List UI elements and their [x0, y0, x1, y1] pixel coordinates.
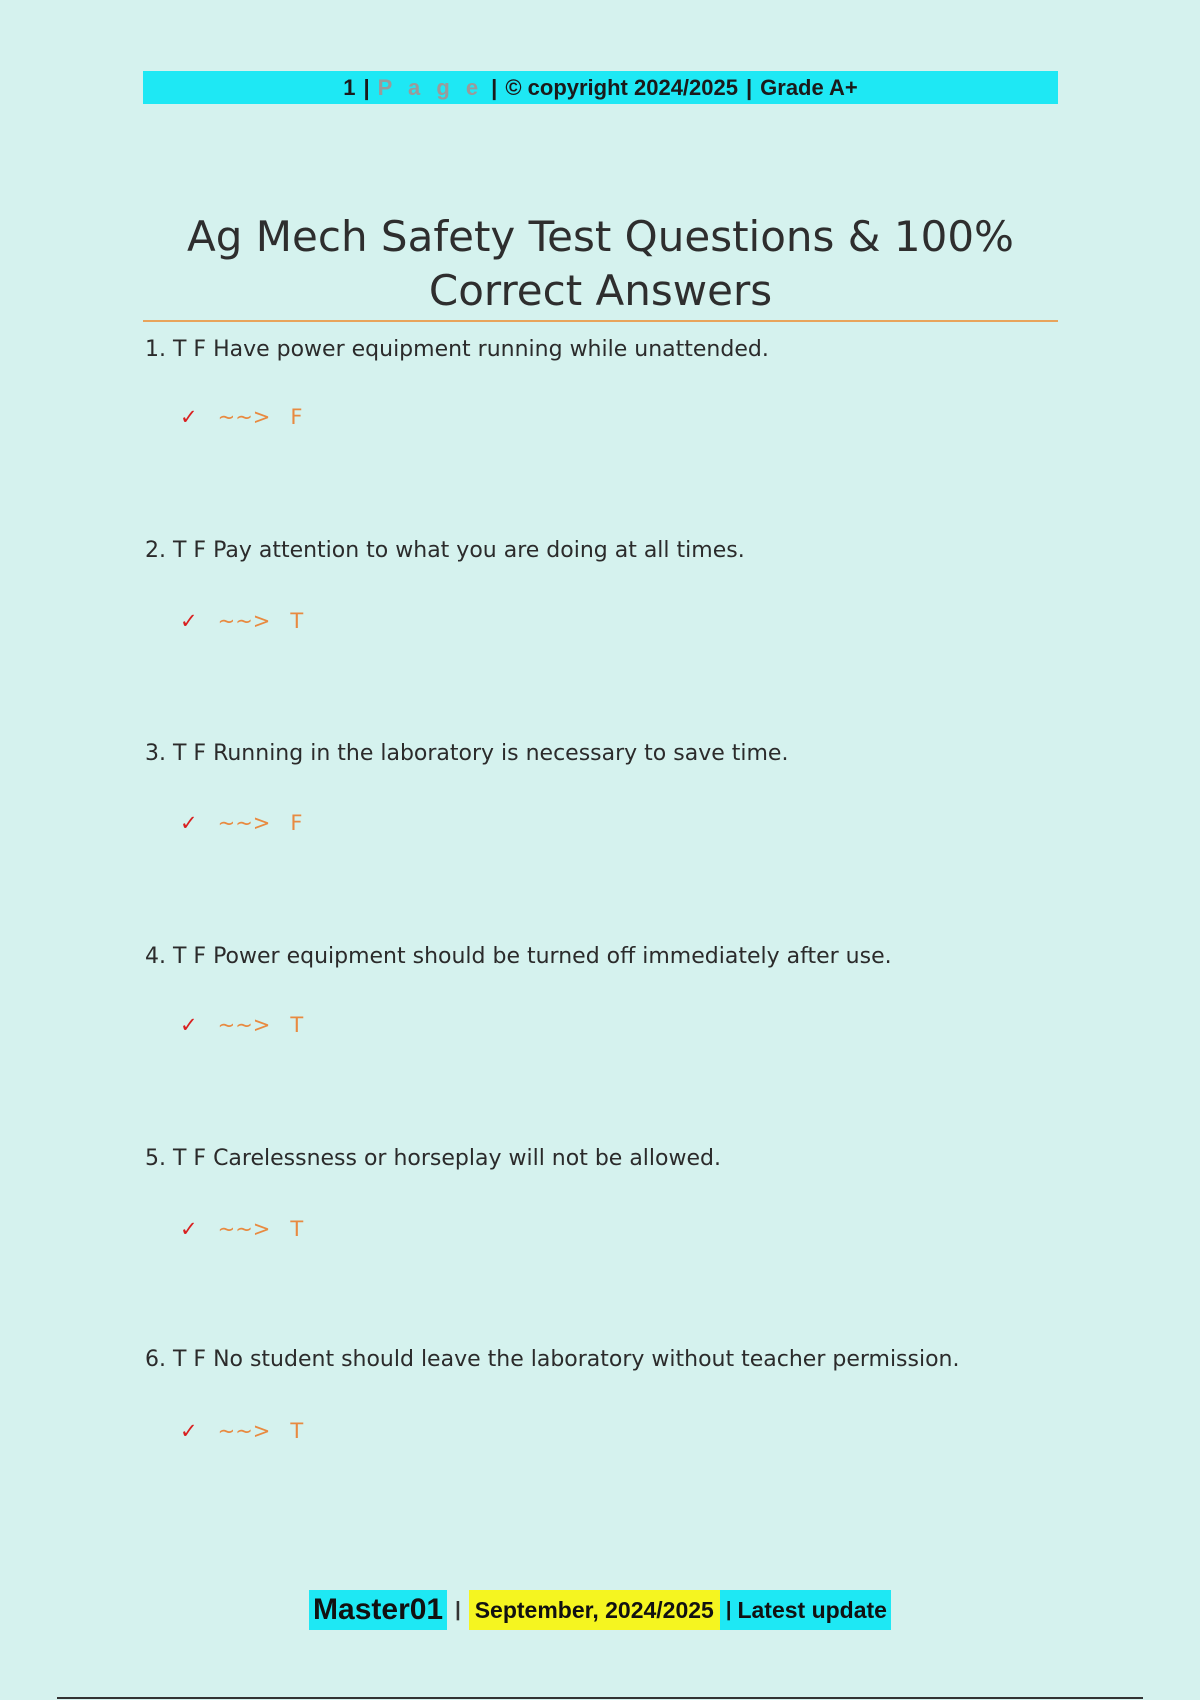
title-line-2: Correct Answers: [428, 266, 773, 315]
footer-brand: Master01: [309, 1590, 447, 1630]
page-footer: [0, 1590, 1200, 1630]
title-line-1: Ag Mech Safety Test Questions & 100%: [187, 212, 1014, 261]
answer-4: [180, 1013, 303, 1037]
page-number: 1: [343, 74, 356, 100]
question-1: 1. T F Have power equipment running while unattended.: [145, 337, 769, 362]
page-word: P a g e: [377, 74, 484, 100]
question-2: 2. T F Pay attention to what you are doing at all times.: [145, 538, 745, 563]
arrow-icon: ~~>: [217, 1013, 271, 1037]
footer-separator: |: [720, 1590, 738, 1630]
answer-value: T: [290, 1013, 304, 1037]
page-header: [143, 71, 1058, 104]
check-icon: ✓: [180, 1419, 198, 1443]
answer-5: [180, 1217, 303, 1241]
arrow-icon: ~~>: [217, 1217, 271, 1241]
footer-date: September, 2024/2025: [469, 1590, 720, 1630]
check-icon: ✓: [180, 1013, 198, 1037]
answer-value: F: [290, 811, 303, 835]
answer-value: T: [290, 1419, 304, 1443]
check-icon: ✓: [180, 811, 198, 835]
document-title: [143, 210, 1058, 318]
bottom-divider: [57, 1697, 1143, 1699]
question-3: 3. T F Running in the laboratory is necessary to save time.: [145, 741, 789, 766]
arrow-icon: ~~>: [217, 1419, 271, 1443]
arrow-icon: ~~>: [217, 405, 271, 429]
arrow-icon: ~~>: [217, 609, 271, 633]
answer-1: [180, 405, 303, 429]
check-icon: ✓: [180, 405, 198, 429]
header-separator: |: [491, 74, 498, 100]
question-6: 6. T F No student should leave the laboratory without teacher permission.: [145, 1347, 960, 1372]
answer-6: [180, 1419, 303, 1443]
answer-3: [180, 811, 303, 835]
grade-text: Grade A+: [760, 74, 858, 100]
check-icon: ✓: [180, 609, 198, 633]
answer-value: T: [290, 1217, 304, 1241]
arrow-icon: ~~>: [217, 811, 271, 835]
header-separator: |: [363, 74, 370, 100]
copyright-text: © copyright 2024/2025: [505, 74, 738, 100]
answer-value: T: [290, 609, 304, 633]
title-divider: [143, 320, 1058, 322]
answer-value: F: [290, 405, 303, 429]
check-icon: ✓: [180, 1217, 198, 1241]
footer-separator: |: [447, 1590, 469, 1630]
footer-latest-update: Latest update: [737, 1590, 891, 1630]
header-separator: |: [745, 74, 753, 100]
question-5: 5. T F Carelessness or horseplay will not be allowed.: [145, 1146, 721, 1171]
question-4: 4. T F Power equipment should be turned off immediately after use.: [145, 944, 892, 969]
answer-2: [180, 609, 303, 633]
